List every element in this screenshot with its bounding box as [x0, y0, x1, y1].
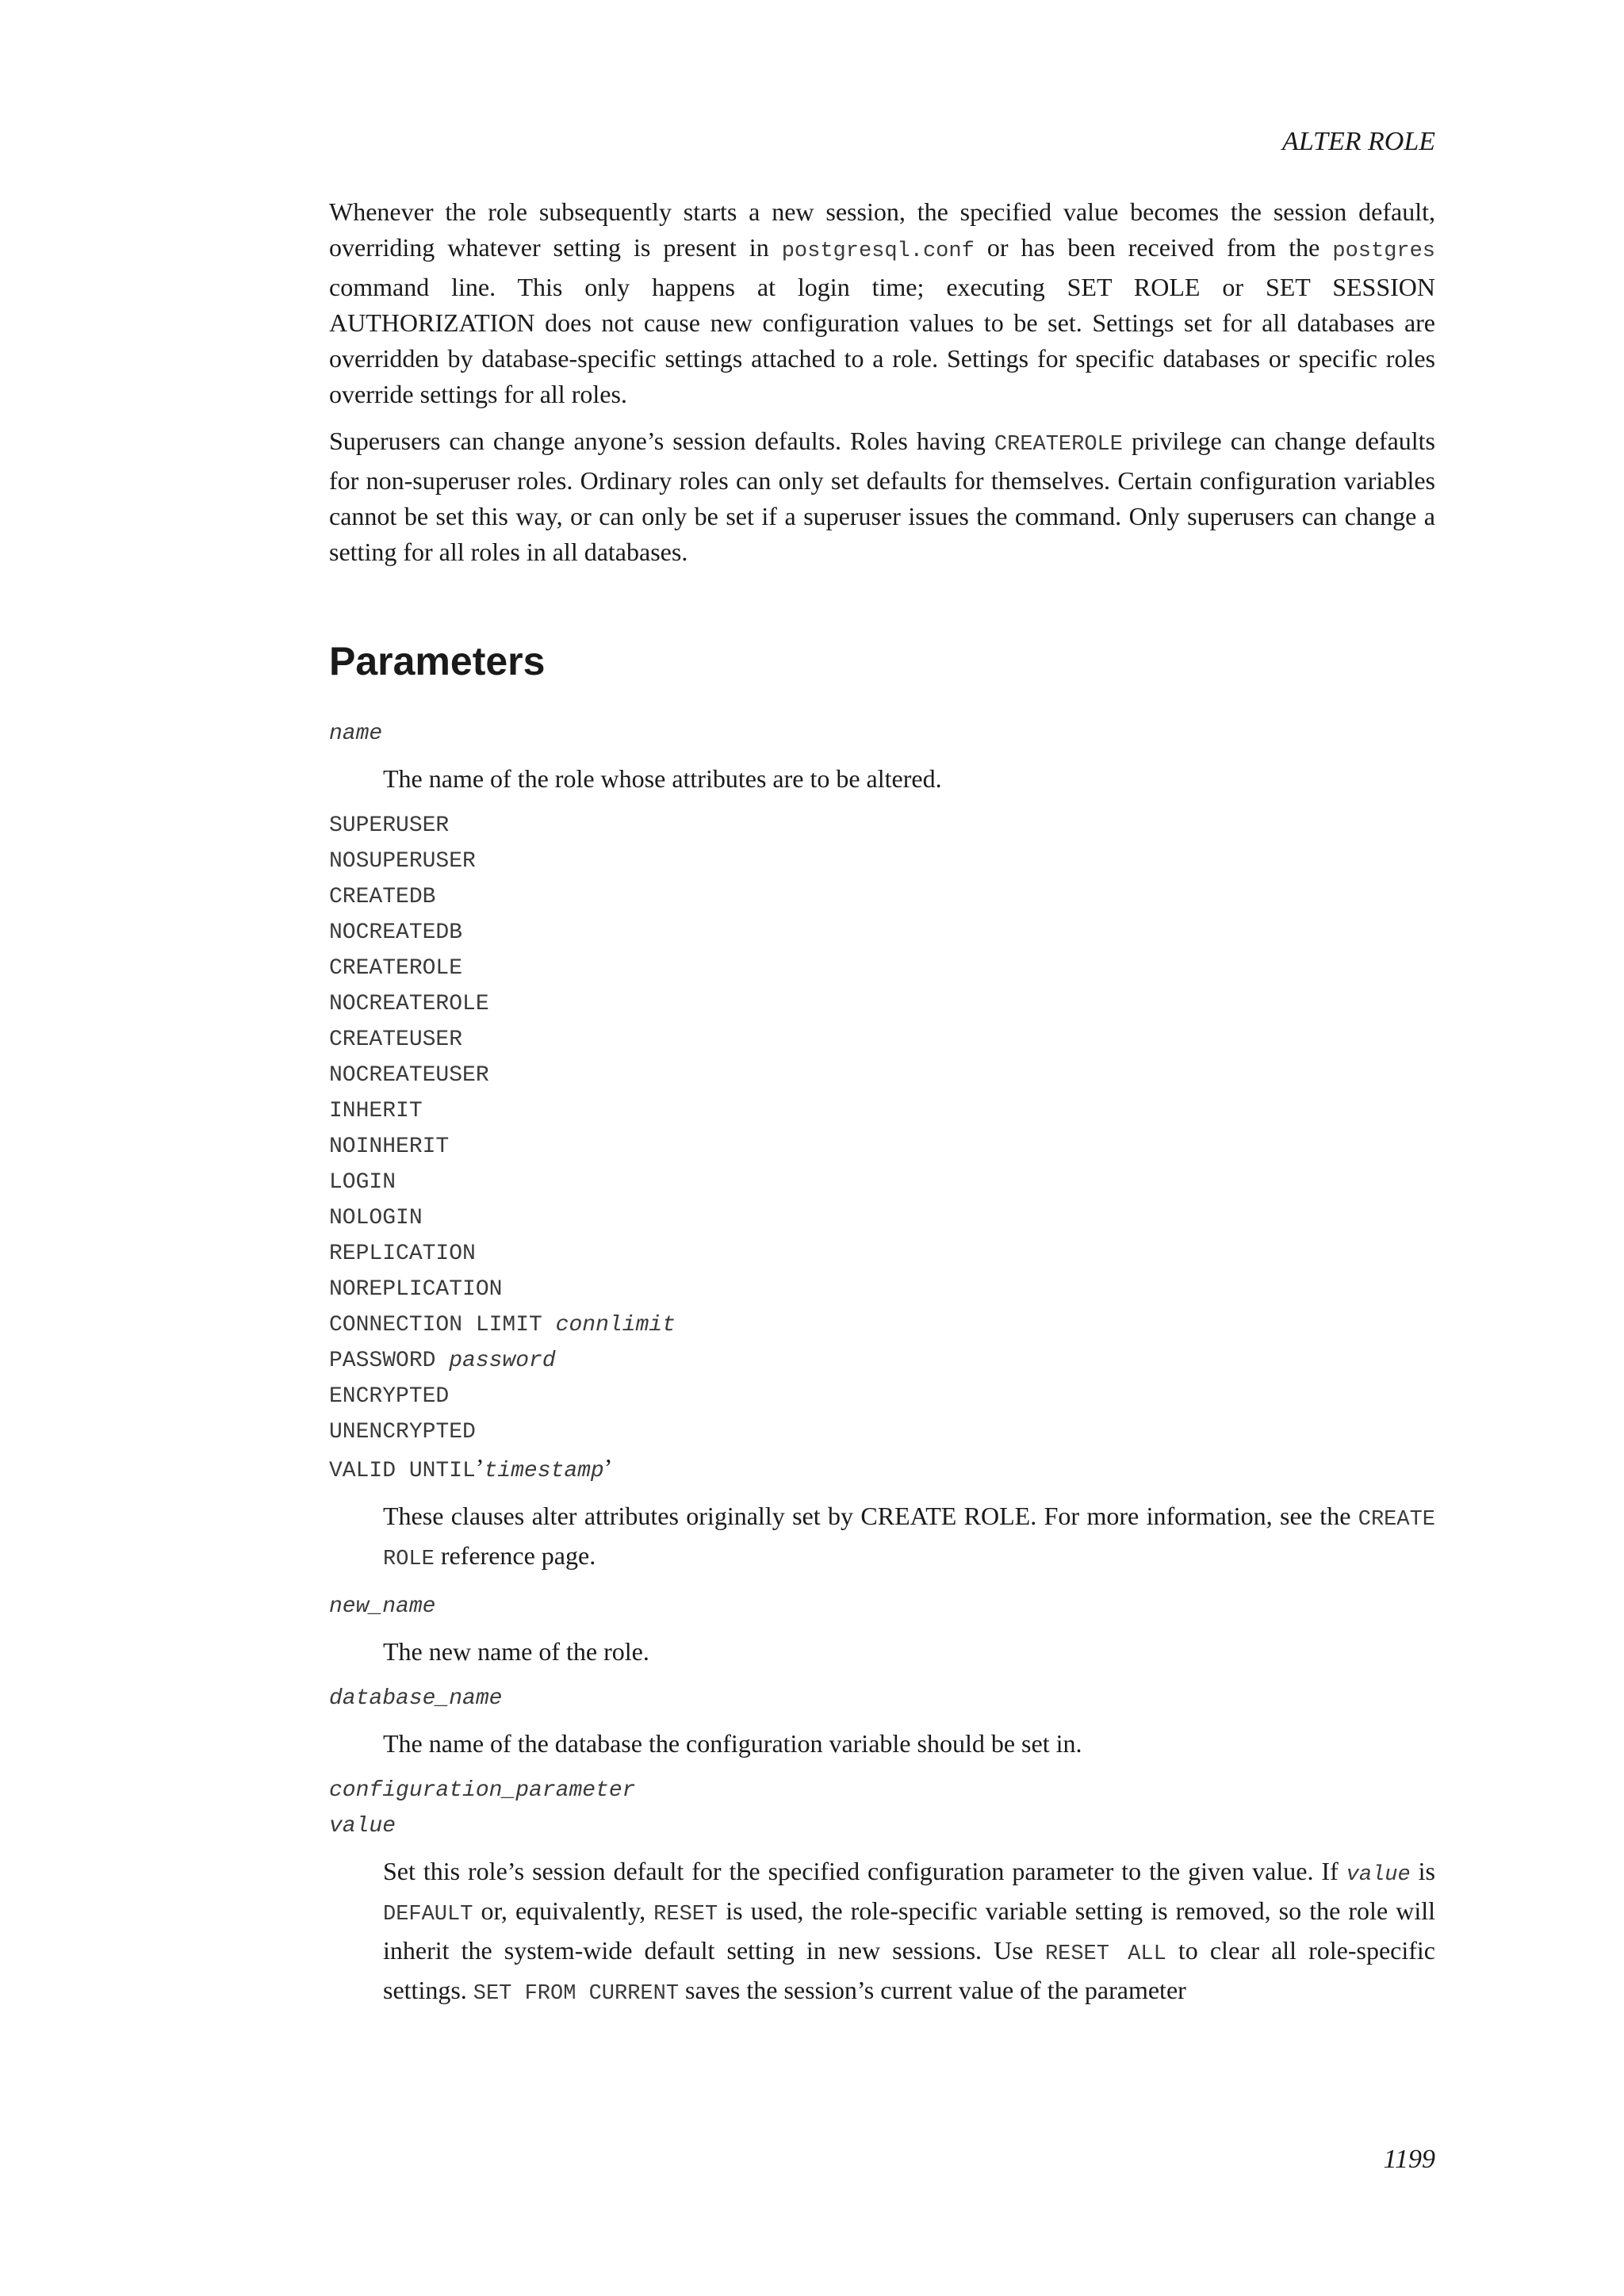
- text-run: Set this role’s session default for the specified configuration parameter to the given value. If: [383, 1857, 1346, 1885]
- text-run: Whenever the role subsequently starts a new session, the specified value becomes the session default, overriding whatever setting is present in: [329, 197, 1435, 262]
- term-keyword: CONNECTION LIMIT: [329, 1313, 542, 1337]
- term-variable: password: [449, 1349, 556, 1373]
- inline-code-value: value: [1346, 1863, 1411, 1887]
- text-run: to clear all role-specific settings.: [383, 1936, 1436, 2004]
- text-run: These clauses alter attributes originally set by CREATE ROLE. For more information, see the: [383, 1502, 1358, 1530]
- term-keyword: VALID UNTIL: [329, 1459, 476, 1483]
- param-term-database-name: [329, 1681, 1435, 1716]
- quote-close: ’: [603, 1453, 613, 1482]
- text-run: or, equivalently,: [473, 1896, 654, 1925]
- text-run: saves the session’s current value of the parameter: [679, 1976, 1186, 2004]
- text-run: or has been received from the: [974, 233, 1333, 262]
- param-desc-database-name: The name of the database the configuration variable should be set in.: [383, 1729, 1082, 1758]
- term-label: name: [329, 721, 383, 746]
- term-label: new_name: [329, 1594, 436, 1619]
- section-title: Parameters: [329, 639, 546, 683]
- inline-code-create-role: CREATE ROLE: [383, 1508, 1435, 1571]
- param-term-valid-until: [329, 1450, 1435, 1489]
- param-desc-configuration: [383, 1854, 1435, 2012]
- param-term-unencrypted: UNENCRYPTED: [329, 1420, 476, 1445]
- term-variable: connlimit: [555, 1313, 676, 1337]
- term-variable: timestamp: [484, 1459, 604, 1483]
- param-term-value: [329, 1808, 1435, 1844]
- param-term-superuser: SUPERUSER: [329, 813, 450, 838]
- inline-code-set-from-current: SET FROM CURRENT: [473, 1982, 680, 2006]
- param-term-noinherit: NOINHERIT: [329, 1135, 450, 1159]
- page-number: 1199: [1383, 2145, 1435, 2174]
- intro-paragraph-2: [329, 423, 1435, 570]
- param-desc-name: The name of the role whose attributes are to be altered.: [383, 764, 942, 793]
- term-label: configuration_parameter: [329, 1778, 636, 1803]
- param-term-encrypted: ENCRYPTED: [329, 1384, 450, 1409]
- term-label: database_name: [329, 1686, 503, 1711]
- page-content: [329, 194, 1435, 2023]
- inline-code-postgres: postgres: [1332, 239, 1436, 263]
- text-run: is used, the role-specific variable setting is removed, so the role will inherit the system-wide default setting in new sessions. Use: [383, 1896, 1436, 1965]
- inline-code-postgresql-conf: postgresql.conf: [781, 239, 975, 263]
- param-term-noreplication: NOREPLICATION: [329, 1277, 503, 1302]
- term-keyword: PASSWORD: [329, 1349, 436, 1373]
- attribute-term-list: [329, 808, 1435, 1489]
- param-term-new-name: [329, 1589, 1435, 1624]
- text-run: command line. This only happens at login time; executing SET ROLE or SET SESSION AUTHORIZATION does not cause new configuration values to be set. Settings set for all databases are overridden by database-specific settings attached to a role. Settings for specific databases or specific roles override settings for all roles.: [329, 273, 1435, 408]
- text-run: Superusers can change anyone’s session defaults. Roles having: [329, 427, 994, 455]
- text-run: reference page.: [434, 1541, 596, 1570]
- param-term-nosuperuser: NOSUPERUSER: [329, 849, 476, 874]
- quote-open: ’: [475, 1453, 485, 1482]
- param-term-nocreaterole: NOCREATEROLE: [329, 992, 489, 1016]
- inline-code-reset: RESET: [653, 1903, 718, 1927]
- param-term-login: LOGIN: [329, 1170, 396, 1195]
- inline-code-default: DEFAULT: [383, 1903, 473, 1927]
- param-term-createdb: CREATEDB: [329, 885, 436, 909]
- inline-code-reset-all: RESET ALL: [1044, 1942, 1166, 1966]
- param-desc-attributes: [383, 1498, 1435, 1578]
- param-term-inherit: INHERIT: [329, 1099, 423, 1123]
- param-term-createrole: CREATEROLE: [329, 956, 463, 981]
- param-term-nologin: NOLOGIN: [329, 1206, 423, 1230]
- param-term-password: [329, 1343, 1435, 1379]
- running-header: ALTER ROLE: [1282, 127, 1435, 156]
- param-term-configuration-parameter: [329, 1773, 1435, 1808]
- param-term-connection-limit: [329, 1307, 1435, 1343]
- param-term-name: [329, 716, 1435, 752]
- inline-code-createrole: CREATEROLE: [994, 433, 1123, 457]
- text-run: privilege can change defaults for non-superuser roles. Ordinary roles can only set defaults for themselves. Certain configuration variables cannot be set this way, or can only be set if a superuser issues the command. Only superusers can change a setting for all roles in all databases.: [329, 427, 1435, 566]
- term-label: value: [329, 1814, 396, 1839]
- param-desc-new-name: The new name of the role.: [383, 1637, 649, 1666]
- param-term-createuser: CREATEUSER: [329, 1027, 463, 1052]
- text-run: is: [1410, 1857, 1436, 1885]
- intro-paragraph-1: [329, 194, 1435, 412]
- param-term-replication: REPLICATION: [329, 1242, 476, 1266]
- param-term-nocreatedb: NOCREATEDB: [329, 920, 463, 945]
- param-term-nocreateuser: NOCREATEUSER: [329, 1063, 489, 1088]
